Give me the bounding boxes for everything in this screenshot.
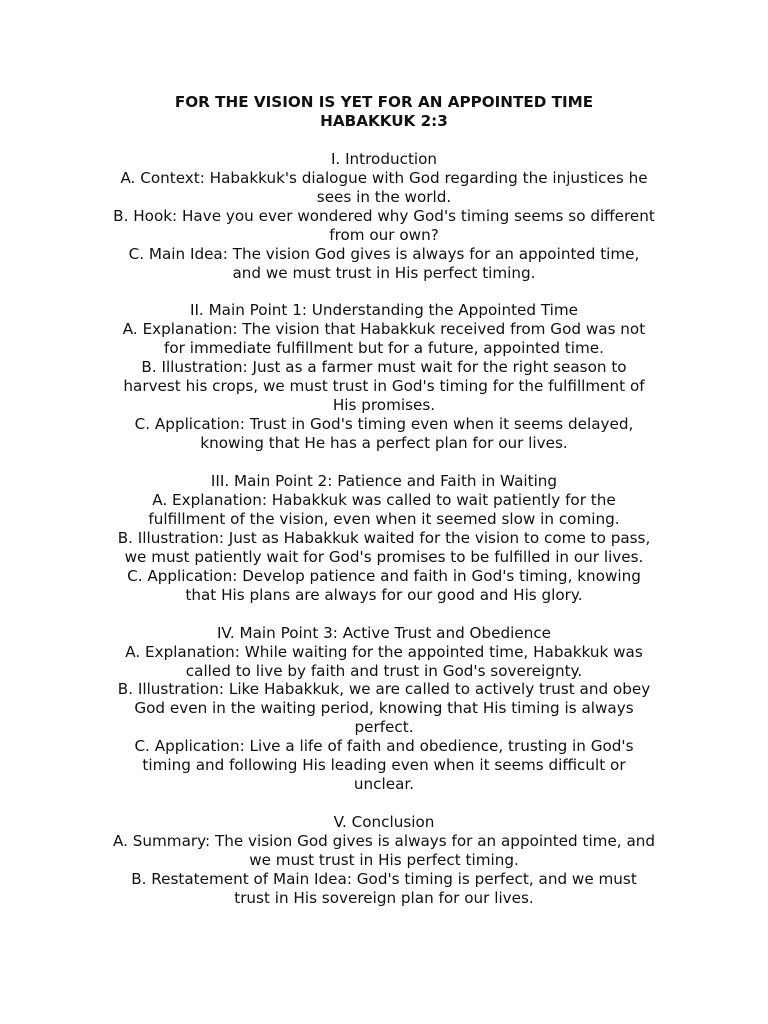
document-page — [112, 93, 656, 908]
document-subtitle: HABAKKUK 2:3 — [320, 111, 448, 130]
outline-item: C. Application: Live a life of faith and obedience, trusting in God's timing and following His leading even when it seems difficult or unclear. — [134, 737, 634, 794]
section-heading: V. Conclusion — [333, 813, 435, 832]
outline-item: A. Explanation: While waiting for the appointed time, Habakkuk was called to live by faith and trust in God's sovereignty. — [125, 642, 643, 680]
outline-item: A. Context: Habakkuk's dialogue with God regarding the injustices he sees in the world. — [120, 168, 648, 206]
section-heading: IV. Main Point 3: Active Trust and Obedience — [216, 623, 552, 642]
section-main-point-1 — [112, 301, 656, 453]
outline-item: B. Illustration: Just as Habakkuk waited for the vision to come to pass, we must patiently wait for God's promises to be fulfilled in our lives. — [117, 528, 651, 566]
section-heading: III. Main Point 2: Patience and Faith in Waiting — [210, 472, 558, 491]
section-heading: I. Introduction — [330, 149, 438, 168]
outline-item: B. Illustration: Just as a farmer must wait for the right season to harvest his crops, we must trust in God's timing for the fulfillment of His promises. — [123, 358, 645, 415]
outline-item: C. Main Idea: The vision God gives is always for an appointed time, and we must trust in His perfect timing. — [128, 244, 640, 282]
outline-item: B. Hook: Have you ever wondered why God's timing seems so different from our own? — [113, 206, 655, 244]
outline-item: A. Summary: The vision God gives is always for an appointed time, and we must trust in His perfect timing. — [112, 832, 656, 870]
outline-item: A. Explanation: The vision that Habakkuk received from God was not for immediate fulfillment but for a future, appointed time. — [122, 320, 646, 358]
outline-item: B. Restatement of Main Idea: God's timing is perfect, and we must trust in His sovereign plan for our lives. — [131, 870, 637, 907]
document-title: FOR THE VISION IS YET FOR AN APPOINTED TIME — [174, 93, 594, 111]
outline-item: B. Illustration: Like Habakkuk, we are called to actively trust and obey God even in the waiting period, knowing that His timing is always perfect. — [117, 680, 651, 737]
section-main-point-3 — [112, 624, 656, 795]
section-main-point-2 — [112, 472, 656, 605]
outline-item: C. Application: Develop patience and faith in God's timing, knowing that His plans are always for our good and His glory. — [127, 566, 641, 604]
outline-item: C. Application: Trust in God's timing even when it seems delayed, knowing that He has a perfect plan for our lives. — [134, 415, 634, 453]
section-heading: II. Main Point 1: Understanding the Appointed Time — [189, 301, 579, 320]
section-introduction — [112, 150, 656, 283]
outline-item: A. Explanation: Habakkuk was called to wait patiently for the fulfillment of the vision, even when it seemed slow in coming. — [148, 490, 620, 528]
section-conclusion — [112, 813, 656, 908]
